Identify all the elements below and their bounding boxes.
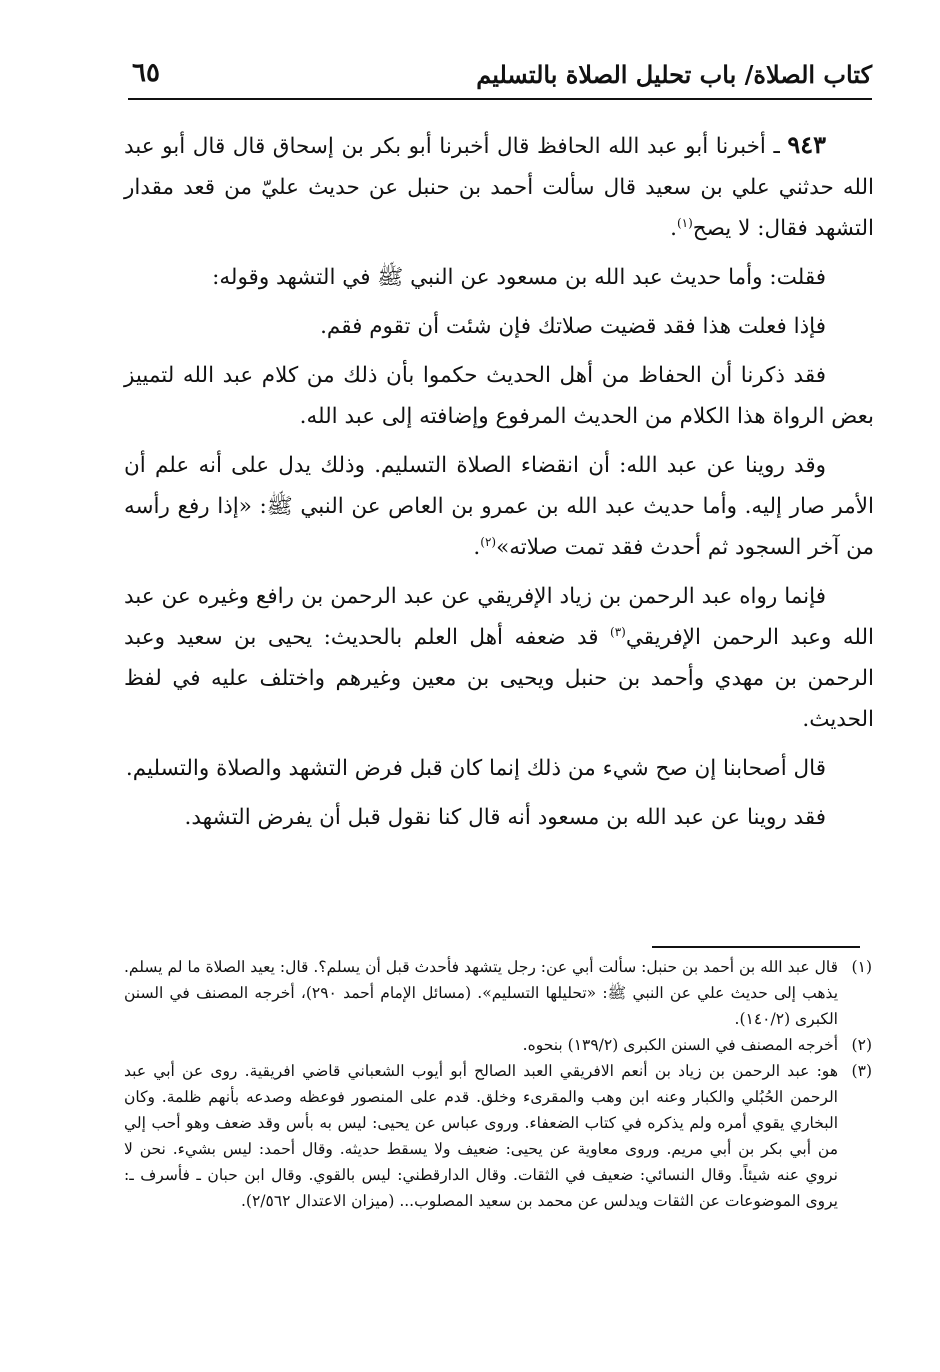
footnote-number: (٢) bbox=[851, 1036, 872, 1054]
footnote-text: أخرجه المصنف في السنن الكبرى (١٣٩/٢) بنحوه. bbox=[522, 1036, 838, 1054]
paragraph bbox=[124, 576, 874, 740]
footnote-3 bbox=[124, 1058, 872, 1214]
paragraph-text: فإنما رواه عبد الرحمن بن زياد الإفريقي عن عبد الرحمن بن رافع وغيره عن عبد الله وعبد الرحمن الإفريقي bbox=[124, 584, 874, 650]
paragraph-text: فقلت: وأما حديث عبد الله بن مسعود عن النبي ﷺ في التشهد وقوله: bbox=[212, 265, 826, 290]
paragraph-text: فإذا فعلت هذا فقد قضيت صلاتك فإن شئت أن تقوم فقم. bbox=[320, 314, 826, 339]
paragraph-text: فقد روينا عن عبد الله بن مسعود أنه قال كنا نقول قبل أن يفرض التشهد. bbox=[184, 805, 826, 830]
paragraph bbox=[124, 355, 874, 437]
paragraph bbox=[124, 306, 874, 347]
footnote-ref[interactable]: (١) bbox=[676, 215, 693, 230]
paragraph-text: وقد روينا عن عبد الله: أن انقضاء الصلاة التسليم. وذلك يدل على أنه علم أن الأمر صار إليه. وأما حديث عبد الله بن عمرو بن العاص عن النبي ﷺ: «إذا رفع رأسه من آخر السجود ثم أحدث فقد تمت صلاته» bbox=[124, 453, 874, 560]
footnote-divider bbox=[652, 946, 860, 948]
footnote-number: (١) bbox=[851, 958, 872, 976]
main-text bbox=[124, 124, 874, 846]
paragraph: وقد روينا عن عبد الله: أن انقضاء الصلاة التسليم. وذلك يدل على أنه علم أن الأمر صار إليه. وأما حديث عبد الله بن عمرو بن العاص عن النبي ﷺ: «إذا رفع رأسه من آخر السجود ثم أحدث فقد تمت صلاته»$^{(٢)}$. bbox=[124, 453, 874, 560]
paragraph bbox=[124, 748, 874, 789]
paragraph bbox=[124, 257, 874, 298]
paragraph bbox=[124, 797, 874, 838]
paragraph-text: فقد ذكرنا أن الحفاظ من أهل الحديث حكموا بأن ذلك من كلام عبد الله لتمييز بعض الرواة هذا الكلام من الحديث المرفوع وإضافته إلى عبد الله. bbox=[124, 363, 874, 429]
page-number: ٦٥ bbox=[132, 58, 160, 88]
footnote-text: قال عبد الله بن أحمد بن حنبل: سألت أبي عن: رجل يتشهد فأحدث قبل أن يسلم؟. قال: يعيد الصلاة ما لم يسلم. يذهب إلى حديث علي عن النبي ﷺ: «تحليلها التسليم». (مسائل الإمام أحمد ٢٩٠)، أخرجه المصنف في السنن الكبرى (١٤٠/٢). bbox=[124, 958, 839, 1028]
footnote-number: (٣) bbox=[851, 1062, 872, 1080]
paragraph-text: ـ أخبرنا أبو عبد الله الحافظ قال أخبرنا أبو بكر بن إسحاق قال قال أبو عبد الله حدثني علي بن سعيد قال سألت أحمد بن حنبل عن حديث عليّ من قعد مقدار التشهد فقال: لا يصح bbox=[124, 134, 874, 241]
page-header bbox=[128, 52, 872, 100]
footnote-1 bbox=[124, 954, 872, 1032]
footnote-ref[interactable]: (٢) bbox=[480, 534, 497, 549]
hadith-number: ٩٤٣ bbox=[787, 130, 826, 159]
footnote-2 bbox=[124, 1032, 872, 1058]
footnote-text: هو: عبد الرحمن بن زياد بن أنعم الافريقي العبد الصالح أبو أيوب الشعباني قاضي افريقية. روى عن أبي عبد الرحمن الحُبُلي والكبار وعنه ابن وهب والمقرىء وخلق. قدم على المنصور فوعظه وصدعه بأنهم ظلمة. وكان البخاري يقوي أمره ولم يذكره في كتاب الضعفاء. وروى عباس عن يحيى: ليس به بأس وقد ضعف وهو أحب إلي من أبي بكر بن أبي مريم. وروى معاوية عن يحيى: ضعيف ولا يسقط حديثه. وقال أحمد: ليس بشيء. نحن لا نروي عنه شيئاً. وقال النسائي: ضعيف في الثقات. وقال الدارقطني: ليس بالقوي. وقال ابن حبان ـ فأسرف ـ: يروى الموضوعات عن الثقات ويدلس عن محمد بن سعيد المصلوب... (ميزان الاعتدال ٢/٥٦٢). bbox=[124, 1062, 838, 1210]
paragraph-hadith-943: ٩٤٣ ـ أخبرنا أبو عبد الله الحافظ قال أخبرنا أبو بكر بن إسحاق قال قال أبو عبد الله حدثني علي بن سعيد قال سألت أحمد بن حنبل عن حديث عليّ من قعد مقدار التشهد فقال: لا يصح$^{(١)}$. bbox=[124, 130, 874, 241]
running-title: كتاب الصلاة/ باب تحليل الصلاة بالتسليم bbox=[476, 60, 872, 89]
footnote-ref[interactable]: (٣) bbox=[610, 624, 626, 639]
paragraph-text: قال أصحابنا إن صح شيء من ذلك إنما كان قبل فرض التشهد والصلاة والتسليم. bbox=[125, 756, 826, 781]
paragraph-text: قد ضعفه أهل العلم بالحديث: يحيى بن سعيد وعبد الرحمن بن مهدي وأحمد بن حنبل ويحيى بن معين وغيرهم واختلف عليه في لفظ الحديث. bbox=[124, 625, 874, 732]
footnotes bbox=[124, 954, 872, 1214]
